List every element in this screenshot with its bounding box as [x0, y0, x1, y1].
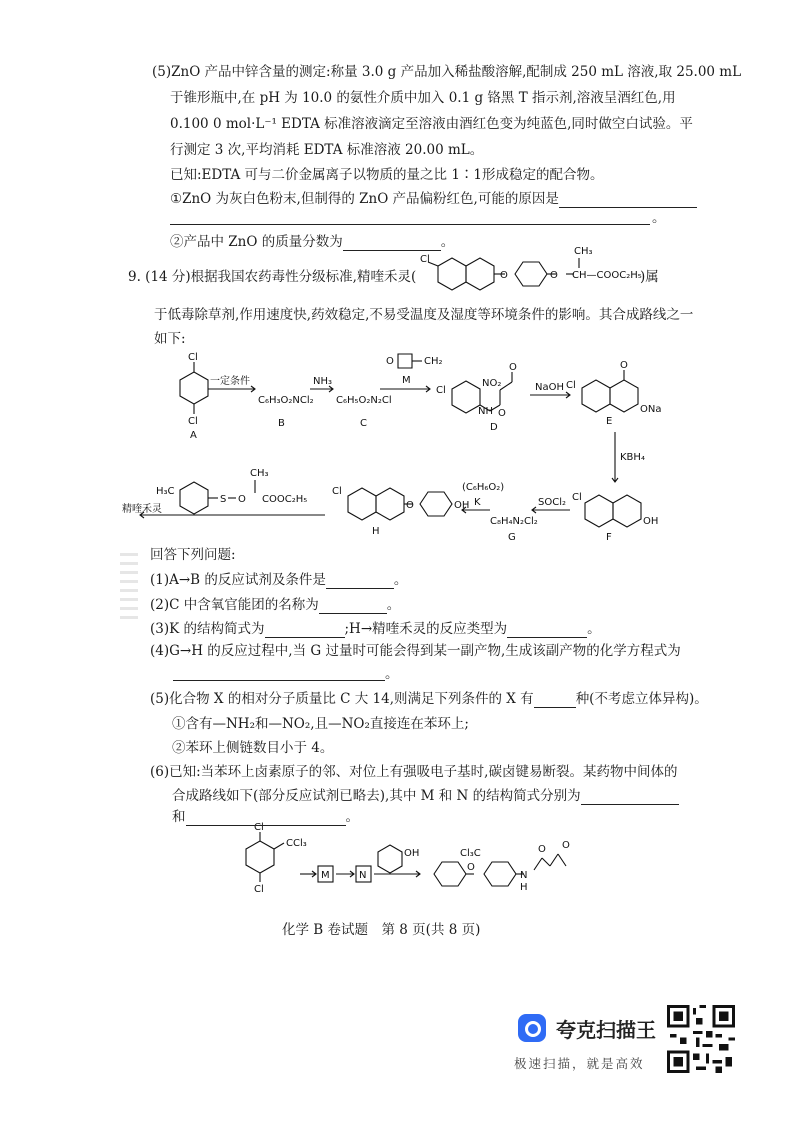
quark-logo-icon: [518, 1014, 546, 1042]
diketene-m: [398, 354, 422, 368]
label-oh: OH: [454, 500, 470, 511]
period: 。: [385, 666, 399, 682]
q9-line-3: 如下:: [154, 331, 186, 347]
label-o: O: [500, 270, 508, 281]
label-ch2: CH₂: [424, 356, 443, 367]
condition-ab: 一定条件: [210, 376, 250, 387]
label-e: E: [606, 416, 613, 427]
label-o: O: [238, 494, 246, 505]
question-5-cond-1: ①含有—NH₂和—NO₂,且—NO₂直接连在苯环上;: [172, 716, 469, 732]
formula-g: C₈H₄N₂Cl₂: [490, 516, 538, 527]
q9-intro-end: )属: [640, 269, 659, 285]
q5-line-4: 行测定 3 次,平均消耗 EDTA 标准溶液 20.00 mL。: [170, 142, 484, 158]
label-cooc2h5: COOC₂H₅: [262, 494, 308, 505]
label-oh: OH: [643, 516, 659, 527]
scheme-6-product: [434, 854, 566, 886]
q5-line-1: (5)ZnO 产品中锌含量的测定:称量 3.0 g 产品加入稀盐酸溶解,配制成 250 mL 溶液,取 25.00 mL: [152, 64, 742, 80]
question-4: (4)G→H 的反应过程中,当 G 过量时可能会得到某一副产物,生成该副产物的化学方程式为: [150, 643, 681, 659]
q9-line-2: 于低毒除草剂,作用速度快,药效稳定,不易受温度及湿度等环境条件的影响。其合成路线之一: [154, 307, 694, 323]
label-g: G: [508, 532, 516, 543]
label-f: F: [606, 532, 612, 543]
question-5-cond-2: ②苯环上侧链数目小于 4。: [172, 740, 334, 756]
box-m-label: M: [321, 870, 330, 881]
q5-line-2: 于锥形瓶中,在 pH 为 10.0 的氨性介质中加入 0.1 g 铬黑 T 指示剂,溶液呈酒红色,用: [170, 90, 676, 106]
label-o: O: [550, 270, 558, 281]
label-oh: OH: [404, 848, 420, 859]
question-1: (1)A→B 的反应试剂及条件是 。: [150, 572, 408, 588]
compound-a: [180, 362, 208, 414]
label-cl: Cl: [188, 416, 198, 427]
answer-blank[interactable]: [319, 599, 387, 614]
label-cl3c: Cl₃C: [460, 848, 481, 859]
question-2: (2)C 中含氧官能团的名称为 。: [150, 597, 401, 613]
label-cl: Cl: [188, 352, 198, 363]
q5-subq-2: ②产品中 ZnO 的质量分数为 。: [170, 234, 455, 250]
label-s: S: [220, 494, 227, 505]
label-o: O: [406, 500, 414, 511]
label-o: O: [498, 408, 506, 419]
label-cl: Cl: [572, 492, 582, 503]
label-nh: NH: [478, 406, 493, 417]
label-cl: Cl: [420, 254, 430, 265]
reagent-kbh4: KBH₄: [620, 452, 645, 463]
box-n-label: N: [359, 870, 367, 881]
label-cl: Cl: [566, 380, 576, 391]
label-o: O: [538, 844, 546, 855]
compound-h: [348, 488, 452, 520]
answer-blank[interactable]: [326, 574, 394, 589]
label-product: 精喹禾灵: [122, 504, 162, 515]
label-o: O: [509, 362, 517, 373]
page-footer: 化学 B 卷试题 第 8 页(共 8 页): [282, 922, 481, 938]
question-6-line-1: (6)已知:当苯环上卤素原子的邻、对位上有强吸电子基时,碳卤键易断裂。某药物中间体的: [150, 764, 678, 780]
qr-code-icon: [667, 1005, 735, 1073]
label-no2: NO₂: [482, 378, 502, 389]
label-cl: Cl: [332, 486, 342, 497]
label-ch3: CH₃: [250, 468, 269, 479]
label-h3c: H₃C: [156, 486, 175, 497]
question-6-line-3: 和 。: [172, 809, 359, 825]
compound-e: [582, 370, 638, 412]
label-m: M: [402, 375, 411, 386]
label-ona: ONa: [640, 404, 662, 415]
label-a: A: [190, 430, 197, 441]
label-n: N: [520, 870, 528, 881]
answer-line[interactable]: [173, 680, 385, 681]
label-ch-cooc2h5: CH—COOC₂H₅: [572, 270, 642, 281]
reagent-naoh: NaOH: [535, 382, 564, 393]
q5-line-3: 0.100 0 mol·L⁻¹ EDTA 标准溶液滴定至溶液由酒红色变为纯蓝色,同时做空白试验。平: [170, 116, 693, 132]
label-o: O: [386, 356, 394, 367]
reagent-socl2: SOCl₂: [538, 497, 566, 508]
label-cl: Cl: [254, 884, 264, 895]
label-c: C: [360, 418, 367, 429]
brand-name: 夸克扫描王: [556, 1018, 656, 1042]
phenol-ring: [378, 845, 402, 873]
label-cl: Cl: [436, 385, 446, 396]
scan-smudge: [120, 553, 138, 623]
brand-slogan: 极速扫描，就是高效: [514, 1056, 645, 1071]
scheme-6-start: [246, 832, 284, 882]
formula-b: C₆H₃O₂NCl₂: [258, 395, 314, 406]
answer-blank[interactable]: [507, 623, 587, 638]
answer-blank[interactable]: [581, 790, 679, 805]
reagent-nh3: NH₃: [313, 376, 333, 387]
label-cl: Cl: [254, 822, 264, 833]
label-ccl3: CCl₃: [286, 838, 307, 849]
label-ch3: CH₃: [574, 246, 593, 257]
q5-subq-1: ①ZnO 为灰白色粉末,但制得的 ZnO 产品偏粉红色,可能的原因是: [170, 190, 697, 208]
label-h: H: [372, 526, 380, 537]
question-5: (5)化合物 X 的相对分子质量比 C 大 14,则满足下列条件的 X 有 种(不考虑立体异构)。: [150, 691, 708, 707]
question-6-line-2: 合成路线如下(部分反应试剂已略去),其中 M 和 N 的结构简式分别为: [172, 787, 679, 805]
label-h: H: [520, 882, 528, 893]
q9-intro: 9. (14 分)根据我国农药毒性分级标准,精喹禾灵(: [128, 269, 417, 285]
answer-heading: 回答下列问题:: [150, 547, 236, 563]
formula-k: (C₆H₆O₂): [462, 482, 505, 493]
answer-blank[interactable]: [186, 811, 346, 826]
label-b: B: [278, 418, 285, 429]
answer-blank[interactable]: [265, 623, 345, 638]
compound-f: [585, 495, 641, 527]
question-3: (3)K 的结构简式为 ;H→精喹禾灵的反应类型为 。: [150, 621, 601, 637]
label-o: O: [467, 862, 475, 873]
q5-known: 已知:EDTA 可与二价金属离子以物质的量之比 1∶1形成稳定的配合物。: [170, 167, 604, 183]
period: 。: [652, 210, 666, 226]
label-k: K: [474, 497, 481, 508]
answer-blank[interactable]: [534, 693, 576, 708]
formula-c: C₆H₅O₂N₂Cl: [336, 395, 392, 406]
label-o: O: [562, 840, 570, 851]
label-o: O: [620, 360, 628, 371]
label-d: D: [490, 422, 498, 433]
